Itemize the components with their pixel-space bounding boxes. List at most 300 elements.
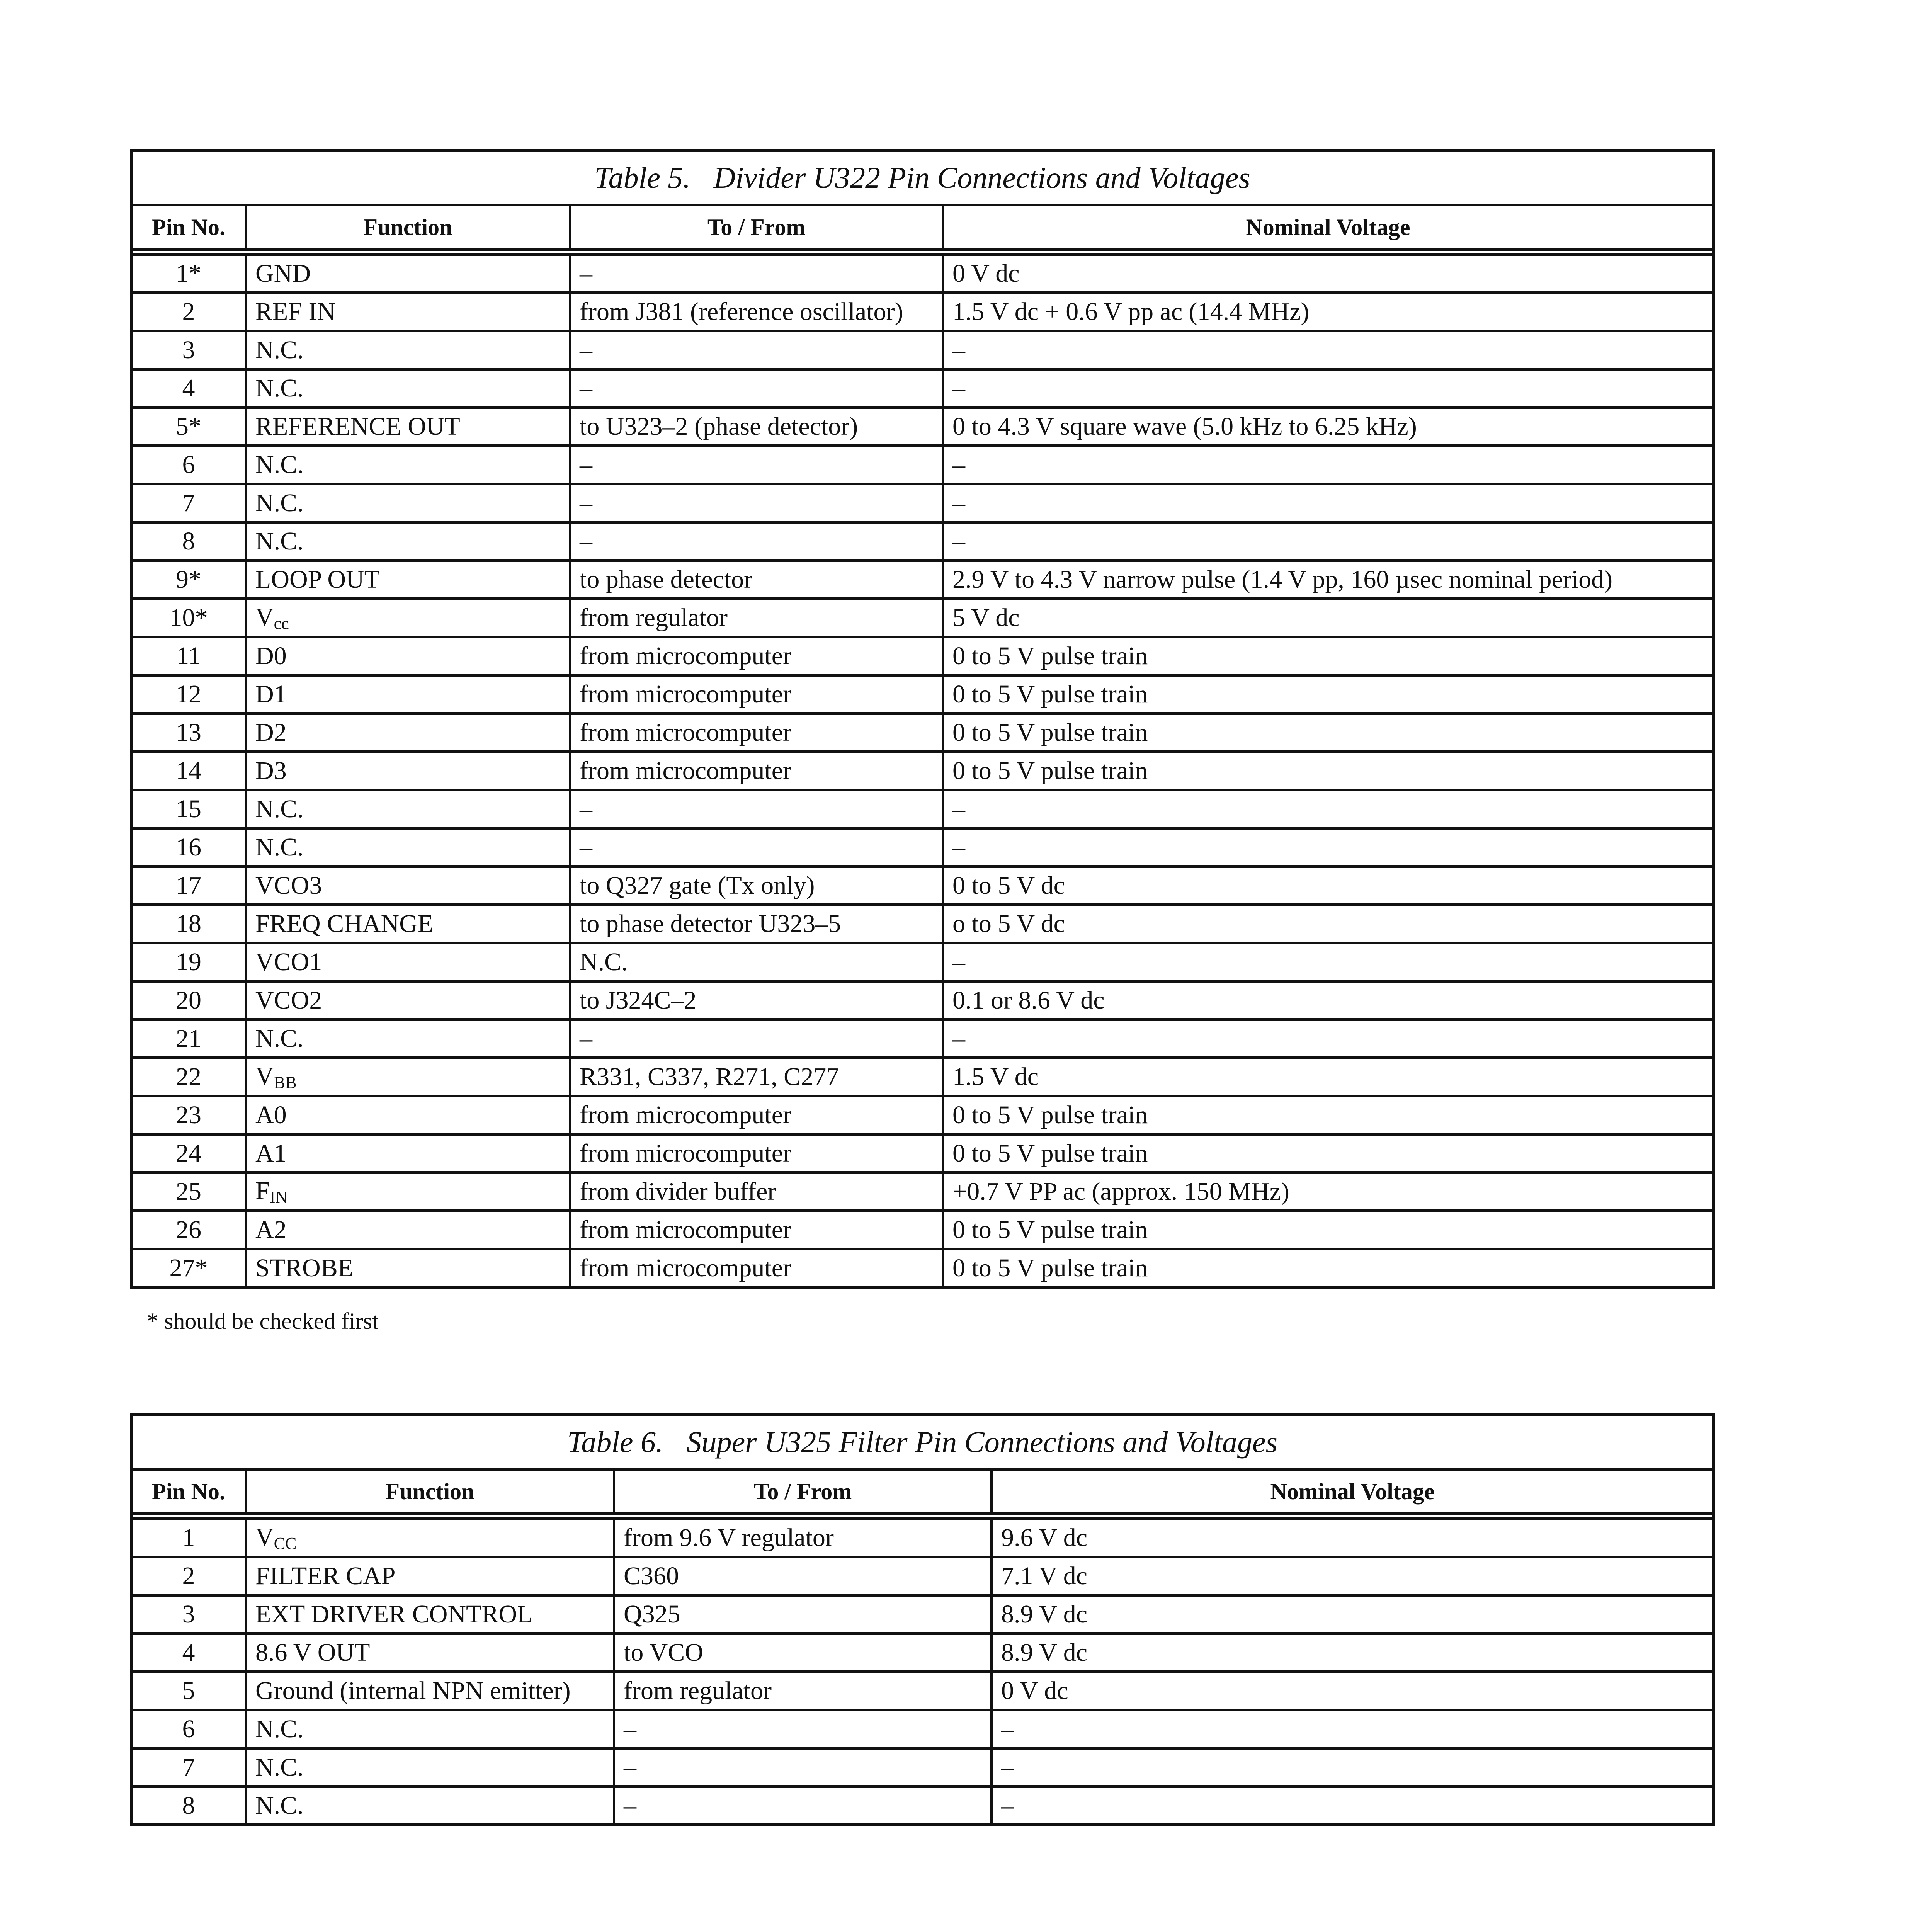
function-cell-text: V [255, 1062, 274, 1090]
to-from-cell [570, 252, 943, 293]
header-to-from: To / From [614, 1471, 992, 1516]
voltage-cell [943, 1020, 1712, 1058]
header-to-from: To / From [570, 206, 943, 252]
voltage-cell-text: +0.7 V PP ac (approx. 150 MHz) [952, 1177, 1289, 1206]
to-from-cell [570, 1249, 943, 1286]
function-cell-text: D0 [255, 642, 287, 670]
pin-cell-text: 27* [169, 1254, 208, 1282]
to-from-cell-text: from microcomputer [580, 680, 791, 708]
header-function: Function [246, 1471, 614, 1516]
pin-cell-text: 6 [182, 1715, 195, 1743]
function-cell-text: D2 [255, 718, 287, 747]
to-from-cell [614, 1787, 992, 1824]
to-from-cell-text: from divider buffer [580, 1177, 776, 1206]
voltage-cell-text: 0 to 5 V pulse train [952, 718, 1148, 747]
function-cell-text: N.C. [255, 374, 304, 402]
table-row [133, 1595, 1712, 1634]
voltage-cell [992, 1557, 1712, 1595]
voltage-cell-text: – [952, 451, 965, 479]
header-pin-no: Pin No. [133, 1471, 246, 1516]
table-row [133, 790, 1712, 828]
pin-cell-text: 3 [182, 1600, 195, 1628]
header-nominal-voltage: Nominal Voltage [1270, 1478, 1435, 1504]
function-cell [246, 752, 570, 790]
table-row [133, 1020, 1712, 1058]
to-from-cell [570, 1096, 943, 1134]
to-from-cell [570, 369, 943, 408]
pin-cell [133, 446, 246, 484]
voltage-cell [943, 1134, 1712, 1173]
voltage-cell-text: 0 to 4.3 V square wave (5.0 kHz to 6.25 kHz) [952, 412, 1417, 440]
pin-cell [133, 522, 246, 561]
pin-cell [133, 599, 246, 637]
header-pin-no: Pin No. [133, 206, 246, 252]
to-from-cell-text: from microcomputer [580, 1139, 791, 1167]
table-row [133, 981, 1712, 1020]
pin-cell-text: 13 [176, 718, 201, 747]
pin-cell [133, 1096, 246, 1134]
to-from-cell-text: – [580, 527, 592, 555]
pin-cell-text: 24 [176, 1139, 201, 1167]
function-cell [246, 1211, 570, 1249]
pin-cell-text: 8 [182, 527, 195, 555]
table-row [133, 714, 1712, 752]
function-cell-text: N.C. [255, 1024, 304, 1053]
to-from-cell-text: Q325 [624, 1600, 680, 1628]
function-cell [246, 369, 570, 408]
function-cell [246, 331, 570, 369]
voltage-cell [943, 867, 1712, 905]
table-row [133, 1134, 1712, 1173]
voltage-cell [992, 1595, 1712, 1634]
function-cell [246, 637, 570, 675]
pin-cell-text: 15 [176, 795, 201, 823]
function-cell-text: A2 [255, 1216, 287, 1244]
voltage-cell-text: 1.5 V dc [952, 1063, 1039, 1091]
table-row [133, 1211, 1712, 1249]
table-row [133, 522, 1712, 561]
pin-cell [133, 752, 246, 790]
function-cell-text: REF IN [255, 298, 336, 326]
pin-cell-text: 20 [176, 986, 201, 1014]
function-cell [246, 981, 570, 1020]
voltage-cell [992, 1516, 1712, 1557]
to-from-cell [570, 867, 943, 905]
to-from-cell [570, 752, 943, 790]
voltage-cell [943, 561, 1712, 599]
table-row [133, 408, 1712, 446]
pin-cell-text: 12 [176, 680, 201, 708]
to-from-cell-text: – [580, 489, 592, 517]
function-cell-text: N.C. [255, 489, 304, 517]
voltage-cell [943, 675, 1712, 714]
to-from-cell [570, 293, 943, 331]
table-row [133, 369, 1712, 408]
table-row [133, 867, 1712, 905]
to-from-cell-text: – [624, 1753, 636, 1781]
table-row [133, 1634, 1712, 1672]
pin-cell [133, 714, 246, 752]
pin-cell [133, 637, 246, 675]
to-from-cell-text: from regulator [624, 1677, 772, 1705]
function-cell-text: LOOP OUT [255, 565, 380, 594]
voltage-cell-text: 0.1 or 8.6 V dc [952, 986, 1105, 1014]
pin-cell [133, 1595, 246, 1634]
voltage-cell-text: 0 to 5 V pulse train [952, 757, 1148, 785]
pin-cell [133, 867, 246, 905]
function-cell [246, 1058, 570, 1096]
voltage-cell [943, 599, 1712, 637]
pin-cell-text: 5* [176, 412, 201, 440]
to-from-cell [570, 1173, 943, 1211]
function-cell [246, 1672, 614, 1710]
to-from-cell-text: from J381 (reference oscillator) [580, 298, 903, 326]
pin-cell-text: 1* [176, 259, 201, 287]
voltage-cell [943, 369, 1712, 408]
voltage-cell [943, 981, 1712, 1020]
voltage-cell-text: – [1001, 1791, 1014, 1820]
voltage-cell [943, 714, 1712, 752]
pin-cell [133, 1249, 246, 1286]
table-row [133, 484, 1712, 522]
function-cell-text: N.C. [255, 795, 304, 823]
function-cell [246, 599, 570, 637]
pin-cell [133, 1672, 246, 1710]
function-cell [246, 1595, 614, 1634]
voltage-cell-text: 7.1 V dc [1001, 1562, 1088, 1590]
pin-cell [133, 790, 246, 828]
function-cell-text: V [255, 603, 274, 631]
table-row [133, 1058, 1712, 1096]
function-subscript: CC [274, 1534, 297, 1553]
function-cell-text: FILTER CAP [255, 1562, 396, 1590]
table-row [133, 1557, 1712, 1595]
voltage-cell-text: – [952, 336, 965, 364]
pin-cell-text: 5 [182, 1677, 195, 1705]
pin-cell [133, 1710, 246, 1748]
function-cell [246, 1710, 614, 1748]
to-from-cell-text: R331, C337, R271, C277 [580, 1063, 839, 1091]
pin-cell [133, 1058, 246, 1096]
voltage-cell [943, 943, 1712, 981]
function-cell [246, 1173, 570, 1211]
function-cell-text: A1 [255, 1139, 287, 1167]
pin-cell [133, 943, 246, 981]
to-from-cell [614, 1710, 992, 1748]
function-cell-text: FREQ CHANGE [255, 910, 434, 938]
function-cell-text: V [255, 1523, 274, 1551]
function-subscript: IN [269, 1188, 288, 1207]
function-cell [246, 790, 570, 828]
to-from-cell [570, 561, 943, 599]
function-cell [246, 293, 570, 331]
to-from-cell-text: – [580, 336, 592, 364]
table-6-caption [133, 1416, 1712, 1471]
pin-cell-text: 4 [182, 1638, 195, 1667]
pin-cell [133, 1173, 246, 1211]
to-from-cell [570, 522, 943, 561]
voltage-cell-text: – [952, 374, 965, 402]
function-cell [246, 1516, 614, 1557]
table-row [133, 1173, 1712, 1211]
function-cell-text: N.C. [255, 1715, 304, 1743]
voltage-cell [943, 522, 1712, 561]
to-from-cell [614, 1748, 992, 1787]
table-row [133, 943, 1712, 981]
to-from-cell-text: to phase detector U323–5 [580, 910, 841, 938]
to-from-cell [614, 1595, 992, 1634]
table-6-header-row [133, 1471, 1712, 1516]
to-from-cell-text: from microcomputer [580, 642, 791, 670]
function-cell-text: REFERENCE OUT [255, 412, 460, 440]
to-from-cell-text: from microcomputer [580, 1216, 791, 1244]
voltage-cell [943, 484, 1712, 522]
function-cell [246, 714, 570, 752]
pin-cell-text: 4 [182, 374, 195, 402]
to-from-cell-text: – [580, 374, 592, 402]
pin-cell-text: 2 [182, 1562, 195, 1590]
pin-cell [133, 905, 246, 943]
voltage-cell [943, 446, 1712, 484]
function-cell [246, 1557, 614, 1595]
header-function: Function [246, 206, 570, 252]
function-cell-text: A0 [255, 1101, 287, 1129]
pin-cell-text: 6 [182, 451, 195, 479]
to-from-cell-text: to J324C–2 [580, 986, 697, 1014]
function-cell [246, 1020, 570, 1058]
table-5 [130, 149, 1715, 1289]
to-from-cell-text: – [624, 1791, 636, 1820]
table-row [133, 252, 1712, 293]
voltage-cell-text: 5 V dc [952, 604, 1020, 632]
pin-cell [133, 1134, 246, 1173]
function-cell [246, 408, 570, 446]
to-from-cell [614, 1557, 992, 1595]
pin-cell-text: 2 [182, 298, 195, 326]
pin-cell [133, 1516, 246, 1557]
voltage-cell-text: 8.9 V dc [1001, 1638, 1088, 1667]
voltage-cell [992, 1748, 1712, 1787]
pin-cell-text: 23 [176, 1101, 201, 1129]
function-cell-text: N.C. [255, 527, 304, 555]
voltage-cell-text: – [1001, 1753, 1014, 1781]
function-cell [246, 1748, 614, 1787]
function-cell-text: D1 [255, 680, 287, 708]
pin-cell [133, 561, 246, 599]
pin-cell [133, 369, 246, 408]
pin-cell-text: 1 [182, 1524, 195, 1552]
table-row [133, 331, 1712, 369]
pin-cell [133, 1020, 246, 1058]
pin-cell-text: 7 [182, 489, 195, 517]
pin-cell [133, 675, 246, 714]
voltage-cell [943, 752, 1712, 790]
table-row [133, 599, 1712, 637]
table-row [133, 293, 1712, 331]
pin-cell-text: 22 [176, 1063, 201, 1091]
to-from-cell [614, 1672, 992, 1710]
to-from-cell [570, 943, 943, 981]
to-from-cell [570, 790, 943, 828]
table-6-number: Table 6. [567, 1425, 663, 1459]
function-cell-text: F [255, 1177, 270, 1205]
to-from-cell [570, 1058, 943, 1096]
table-row [133, 637, 1712, 675]
voltage-cell-text: o to 5 V dc [952, 910, 1065, 938]
function-cell-text: 8.6 V OUT [255, 1638, 370, 1667]
to-from-cell-text: from microcomputer [580, 1254, 791, 1282]
voltage-cell-text: 9.6 V dc [1001, 1524, 1088, 1552]
table-row [133, 561, 1712, 599]
voltage-cell-text: 0 to 5 V pulse train [952, 680, 1148, 708]
to-from-cell [570, 1211, 943, 1249]
to-from-cell-text: – [580, 833, 592, 861]
voltage-cell [992, 1710, 1712, 1748]
voltage-cell-text: 0 to 5 V dc [952, 871, 1065, 900]
to-from-cell [570, 1134, 943, 1173]
function-subscript: BB [274, 1073, 297, 1092]
voltage-cell [943, 408, 1712, 446]
table-row [133, 446, 1712, 484]
table-row [133, 905, 1712, 943]
function-cell-text: EXT DRIVER CONTROL [255, 1600, 533, 1628]
function-cell [246, 252, 570, 293]
to-from-cell [570, 905, 943, 943]
table-row [133, 1249, 1712, 1286]
to-from-cell-text: from microcomputer [580, 757, 791, 785]
function-cell [246, 1096, 570, 1134]
pin-cell [133, 1748, 246, 1787]
table-6 [130, 1413, 1715, 1826]
pin-cell-text: 17 [176, 871, 201, 900]
function-cell-text: N.C. [255, 833, 304, 861]
function-cell-text: Ground (internal NPN emitter) [255, 1677, 571, 1705]
voltage-cell [992, 1634, 1712, 1672]
to-from-cell-text: to Q327 gate (Tx only) [580, 871, 815, 900]
to-from-cell [570, 981, 943, 1020]
pin-cell [133, 1557, 246, 1595]
function-cell-text: N.C. [255, 1791, 304, 1820]
voltage-cell-text: – [952, 948, 965, 976]
pin-cell-text: 26 [176, 1216, 201, 1244]
voltage-cell-text: – [952, 833, 965, 861]
table-row [133, 752, 1712, 790]
voltage-cell [943, 637, 1712, 675]
to-from-cell-text: – [580, 259, 592, 287]
function-cell-text: N.C. [255, 451, 304, 479]
function-cell [246, 943, 570, 981]
to-from-cell-text: to U323–2 (phase detector) [580, 412, 858, 440]
pin-cell [133, 252, 246, 293]
header-nominal-voltage: Nominal Voltage [1246, 214, 1410, 240]
pin-cell [133, 981, 246, 1020]
voltage-cell-text: 0 to 5 V pulse train [952, 1139, 1148, 1167]
pin-cell-text: 14 [176, 757, 201, 785]
to-from-cell-text: – [580, 795, 592, 823]
voltage-cell [943, 1096, 1712, 1134]
function-cell [246, 522, 570, 561]
function-cell-text: GND [255, 259, 311, 287]
to-from-cell [570, 675, 943, 714]
pin-cell-text: 21 [176, 1024, 201, 1053]
to-from-cell-text: from microcomputer [580, 718, 791, 747]
table-row [133, 828, 1712, 867]
voltage-cell [943, 905, 1712, 943]
to-from-cell-text: N.C. [580, 948, 628, 976]
to-from-cell-text: to phase detector [580, 565, 753, 594]
table-5-caption [133, 152, 1712, 206]
function-cell-text: N.C. [255, 336, 304, 364]
pin-cell [133, 1211, 246, 1249]
pin-cell [133, 484, 246, 522]
voltage-cell-text: 0 to 5 V pulse train [952, 1101, 1148, 1129]
to-from-cell-text: – [624, 1715, 636, 1743]
pin-cell [133, 828, 246, 867]
function-cell-text: VCO1 [255, 948, 322, 976]
to-from-cell [570, 1020, 943, 1058]
voltage-cell [943, 1058, 1712, 1096]
pin-cell-text: 19 [176, 948, 201, 976]
to-from-cell [614, 1634, 992, 1672]
to-from-cell-text: to VCO [624, 1638, 703, 1667]
pin-cell-text: 11 [176, 642, 201, 670]
pin-cell [133, 408, 246, 446]
to-from-cell [614, 1516, 992, 1557]
pin-cell [133, 293, 246, 331]
table-row [133, 1748, 1712, 1787]
voltage-cell-text: – [952, 1024, 965, 1053]
function-cell [246, 1134, 570, 1173]
function-cell-text: D3 [255, 757, 287, 785]
voltage-cell-text: – [952, 527, 965, 555]
voltage-cell-text: 0 V dc [952, 259, 1020, 287]
voltage-cell [943, 331, 1712, 369]
pin-cell [133, 1634, 246, 1672]
pin-cell-text: 7 [182, 1753, 195, 1781]
function-cell [246, 1249, 570, 1286]
to-from-cell-text: from regulator [580, 604, 728, 632]
voltage-cell-text: – [952, 795, 965, 823]
function-cell-text: VCO2 [255, 986, 322, 1014]
voltage-cell [943, 828, 1712, 867]
pin-cell [133, 1787, 246, 1824]
voltage-cell [943, 790, 1712, 828]
function-cell-text: N.C. [255, 1753, 304, 1781]
voltage-cell-text: – [1001, 1715, 1014, 1743]
voltage-cell-text: 0 to 5 V pulse train [952, 642, 1148, 670]
to-from-cell [570, 828, 943, 867]
to-from-cell-text: from microcomputer [580, 1101, 791, 1129]
voltage-cell [943, 293, 1712, 331]
pin-cell-text: 18 [176, 910, 201, 938]
function-cell [246, 828, 570, 867]
table-5-footnote: * should be checked first [147, 1308, 379, 1334]
function-subscript: cc [274, 614, 289, 633]
to-from-cell [570, 599, 943, 637]
table-row [133, 1787, 1712, 1824]
to-from-cell-text: C360 [624, 1562, 679, 1590]
to-from-cell [570, 714, 943, 752]
voltage-cell [943, 1173, 1712, 1211]
pin-cell-text: 10* [169, 604, 208, 632]
function-cell [246, 1787, 614, 1824]
voltage-cell-text: 0 to 5 V pulse train [952, 1254, 1148, 1282]
table-row [133, 1710, 1712, 1748]
voltage-cell-text: 1.5 V dc + 0.6 V pp ac (14.4 MHz) [952, 298, 1310, 326]
table-row [133, 675, 1712, 714]
to-from-cell [570, 484, 943, 522]
pin-cell-text: 9* [176, 565, 201, 594]
